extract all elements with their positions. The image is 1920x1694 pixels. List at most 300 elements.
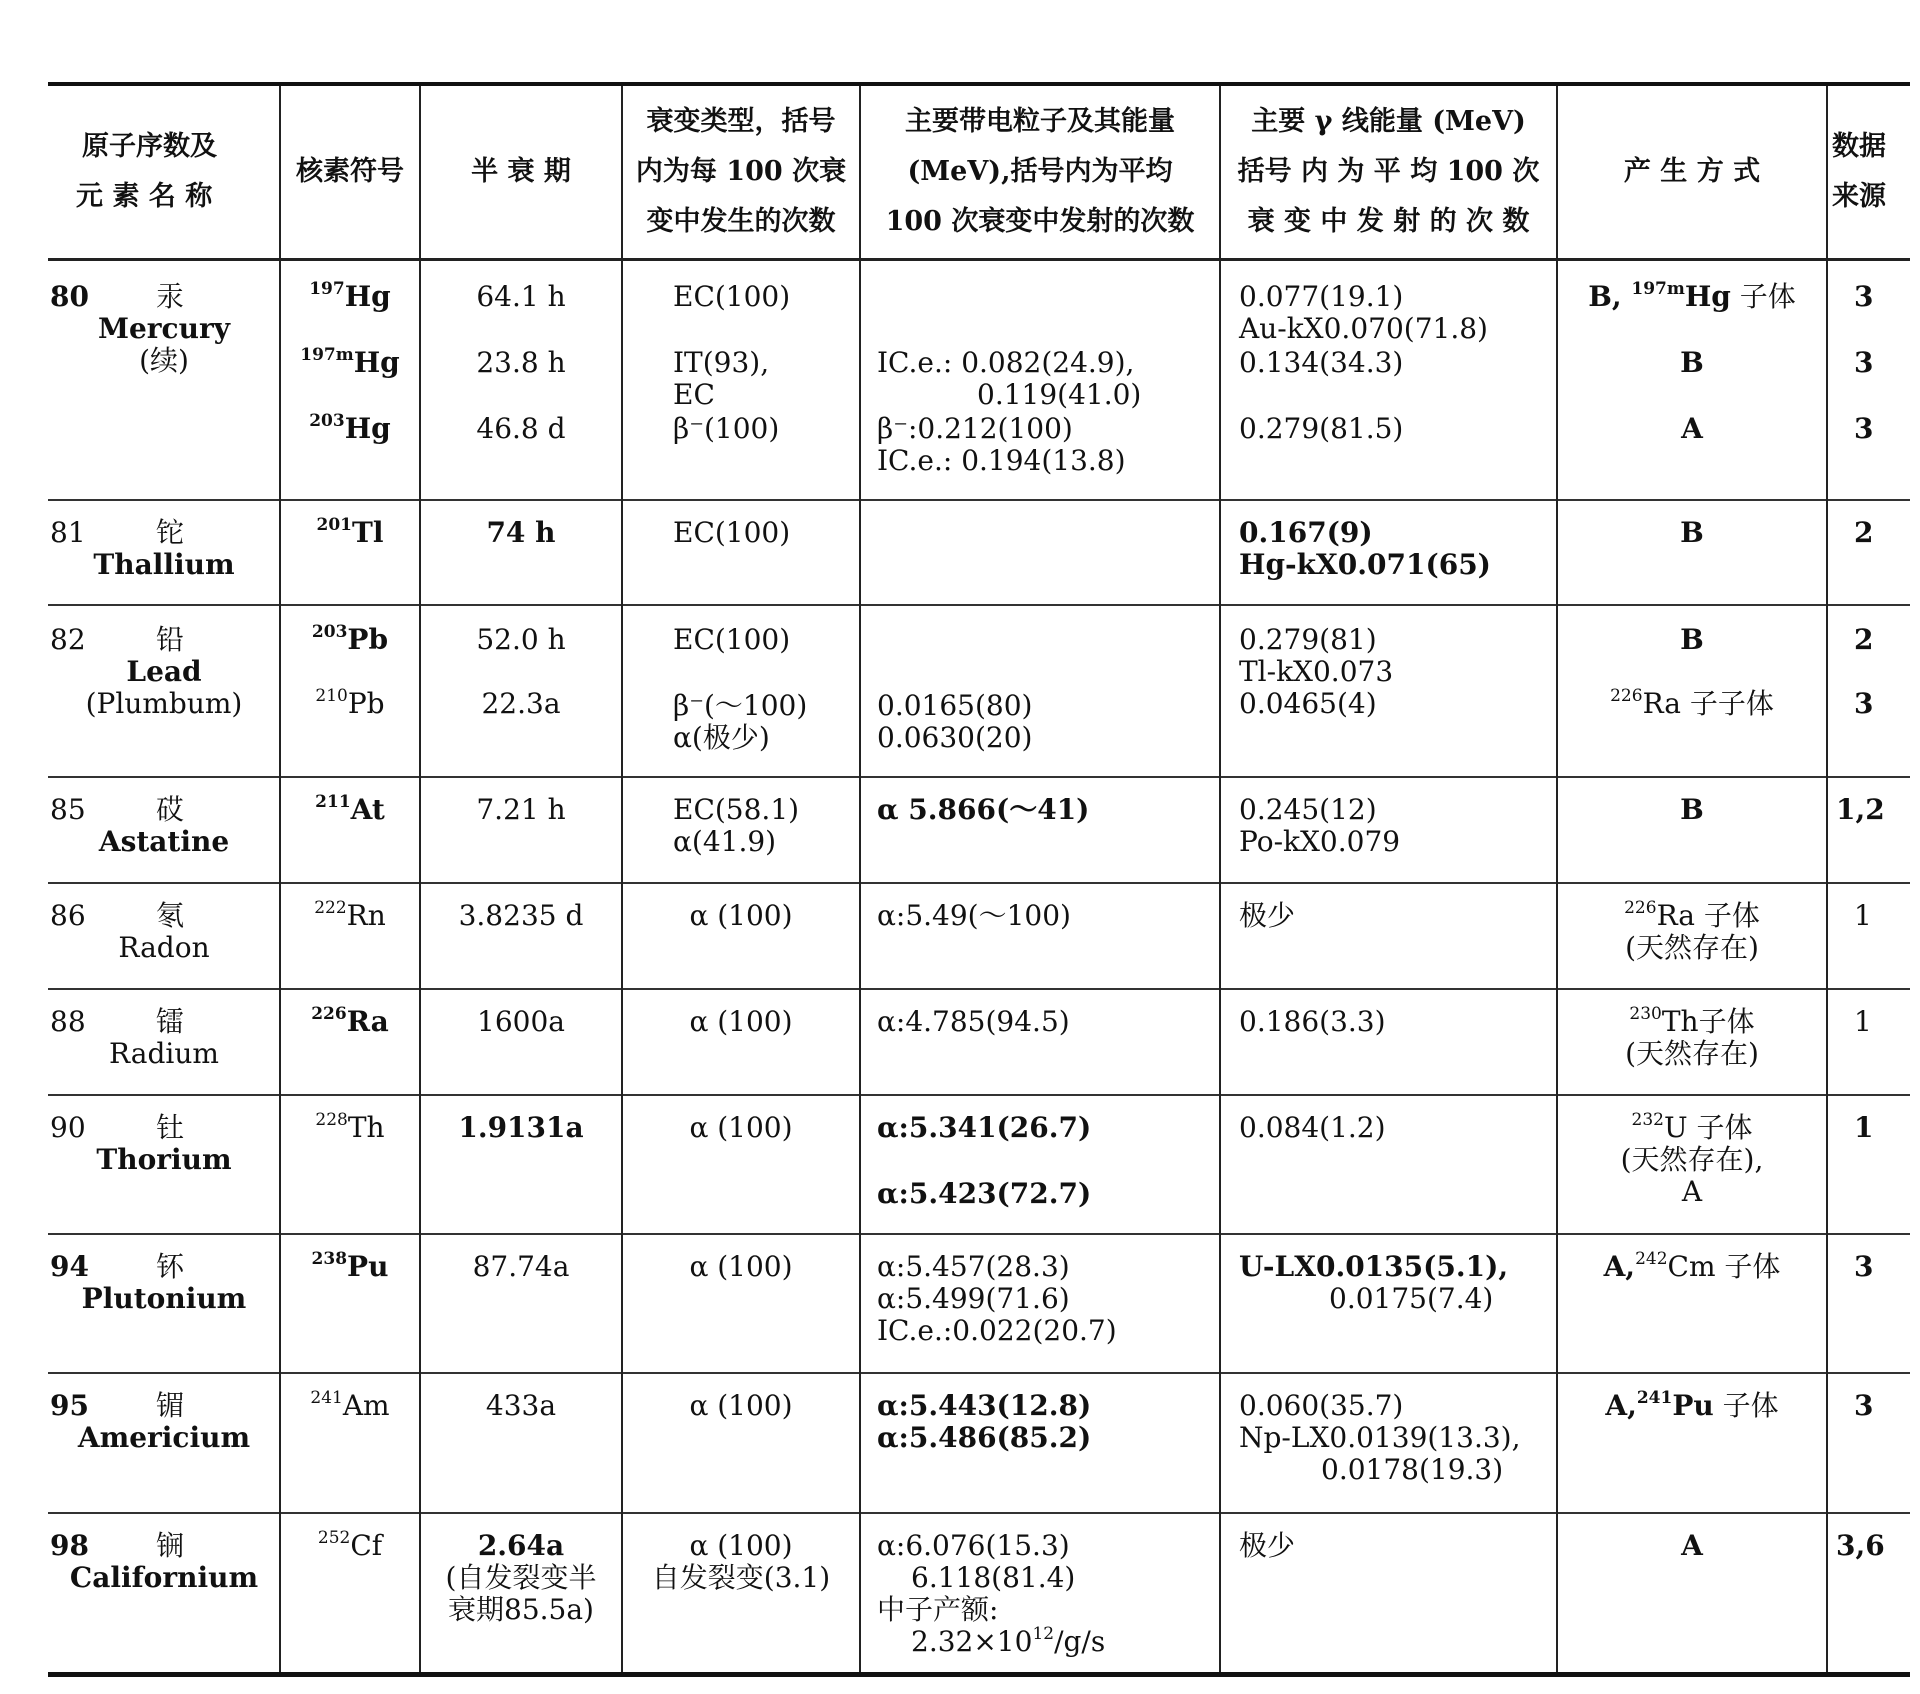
header-element-line2: 元 素 名 称 [76,181,213,212]
production-method [1558,685,1826,720]
symbol-cell [280,1513,420,1675]
production-cell [1557,989,1827,1095]
production-method [1558,897,1826,932]
production-method [1558,1003,1826,1038]
nuclide-symbol [281,413,419,445]
decay-type: IT(93), [673,346,770,379]
production-method: B [1680,792,1704,826]
header-gamma-line2: 括号 内 为 平 均 100 次 [1237,156,1540,187]
decay-type: β⁻(～100) [673,688,808,722]
decay-type: α (100) [689,1528,793,1562]
production-cell [1557,1095,1827,1234]
element-symbol: Pb [347,686,385,720]
source-cell [1827,1095,1910,1234]
neutron-yield-label: 中子产额: [877,1592,999,1626]
element-symbol: Pb [347,622,389,656]
data-source: 1 [1854,1110,1874,1144]
mass-number: 226 [1610,685,1643,706]
symbol-cell [280,1373,420,1513]
table-row-plutonium [48,1234,1910,1373]
decay-type: EC [673,378,715,411]
half-life-cell [420,1513,622,1675]
header-element [48,84,280,260]
production-prefix: A, [1603,1249,1636,1283]
neutron-yield [911,1623,1106,1658]
element-symbol: Hg [344,280,391,313]
element-name-zh: 铊 [156,515,185,549]
element-name-zh: 锎 [156,1528,185,1562]
production-note: (天然存在) [1625,930,1759,964]
decay-cell [622,883,860,989]
decay-type: α(41.9) [673,824,777,858]
header-particles-line3: 100 次衰变中发射的次数 [885,206,1195,237]
symbol-cell [280,777,420,883]
gamma-energy: 0.0175(7.4) [1329,1281,1494,1315]
decay-type: α (100) [689,1110,793,1144]
source-cell [1827,605,1910,777]
table-row-astatine [48,777,1910,883]
half-life-cell [420,605,622,777]
data-source: 3,6 [1836,1528,1885,1562]
element-cell [48,260,280,500]
gamma-energy: Np-LX0.0139(13.3), [1239,1420,1521,1454]
atomic-number: 88 [50,1004,86,1038]
decay-cell [622,989,860,1095]
gamma-cell [1220,1095,1557,1234]
production-method: A [1681,412,1703,445]
half-life-cell [420,989,622,1095]
nuclide-symbol [281,897,419,932]
decay-type: α (100) [689,898,793,932]
element-name-zh: 铅 [156,622,185,656]
element-cell [48,1373,280,1513]
mass-number: 203 [311,621,348,642]
gamma-energy: U-LX0.0135(5.1), [1239,1249,1509,1283]
mass-number: 226 [1624,897,1657,918]
production-suffix: 子体 [1713,1388,1779,1422]
particles-cell [860,1234,1220,1373]
production-suffix: 子体 [1687,1110,1753,1144]
decay-cell [622,1095,860,1234]
half-life-note: (自发裂变半 [445,1560,597,1594]
production-prefix: B, [1588,280,1632,313]
particle-energy: α:5.423(72.7) [877,1176,1092,1210]
atomic-number: 98 [50,1528,89,1562]
table-row-thorium [48,1095,1910,1234]
production-cell [1557,1234,1827,1373]
element-symbol: Ra [346,1004,389,1038]
decay-type: EC(100) [673,622,791,656]
gamma-energy: 0.0178(19.3) [1321,1452,1504,1486]
gamma-cell [1220,260,1557,500]
decay-cell [622,260,860,500]
half-life-note: 衰期85.5a) [448,1592,594,1626]
mass-number: 241 [310,1387,343,1408]
particle-energy: α:6.076(15.3) [877,1528,1070,1562]
particle-energy: IC.e.:0.022(20.7) [877,1313,1117,1347]
element-name-zh: 氡 [156,898,185,932]
element-symbol: Cm [1667,1249,1716,1283]
table-row-mercury [48,260,1910,500]
half-life-cell [420,1234,622,1373]
element-symbol: Cf [350,1528,383,1562]
gamma-cell [1220,1234,1557,1373]
header-source [1827,84,1910,260]
element-cell [48,500,280,605]
header-row [48,84,1910,260]
element-name-zh: 镅 [156,1388,185,1422]
particle-energy: 0.0630(20) [877,720,1033,754]
neutron-yield-exponent: 12 [1032,1623,1055,1644]
decay-type: β⁻(100) [673,412,780,445]
header-decay-line1: 衰变类型，括号 [646,106,836,137]
gamma-energy: 0.060(35.7) [1239,1388,1404,1422]
particle-energy: α:5.486(85.2) [877,1420,1092,1454]
table-row-californium [48,1513,1910,1675]
nuclide-symbol [281,281,419,313]
production-method: A [1681,1528,1703,1562]
data-source: 3 [1854,412,1874,445]
element-name-zh: 镭 [156,1004,185,1038]
mass-number: 197m [300,345,354,365]
particle-energy: α:5.499(71.6) [877,1281,1070,1315]
production-method [1558,281,1826,313]
particle-energy: α:5.457(28.3) [877,1249,1070,1283]
element-cell [48,989,280,1095]
element-symbol: Am [342,1388,390,1422]
source-cell [1827,1234,1910,1373]
header-particles [860,84,1220,260]
particle-energy: IC.e.: 0.082(24.9), [877,346,1135,379]
half-life-cell [420,1095,622,1234]
header-production: 产 生 方 式 [1557,84,1827,260]
element-name-en: Radon [118,930,210,964]
gamma-energy: 0.186(3.3) [1239,1004,1386,1038]
half-life: 7.21 h [476,792,566,826]
gamma-energy: 0.084(1.2) [1239,1110,1386,1144]
particles-cell [860,1373,1220,1513]
atomic-number: 90 [50,1110,86,1144]
half-life: 46.8 d [476,412,566,445]
gamma-energy: 0.279(81) [1239,622,1377,656]
atomic-number: 82 [50,622,86,656]
header-gamma-line3: 衰 变 中 发 射 的 次 数 [1247,206,1530,237]
nuclide-symbol [281,685,419,720]
gamma-energy: Au-kX0.070(71.8) [1239,312,1488,345]
half-life-cell [420,260,622,500]
production-method: B [1680,515,1704,549]
element-symbol: Ra [1642,686,1681,720]
element-symbol: Hg [1684,280,1731,313]
element-name-en: Americium [77,1420,251,1454]
decay-cell [622,777,860,883]
element-name-en: Plutonium [81,1281,247,1315]
decay-cell [622,1234,860,1373]
neutron-yield-unit: /g/s [1054,1624,1106,1658]
production-suffix: 子体 [1698,1004,1755,1038]
element-symbol: Pu [1672,1388,1714,1422]
particles-cell [860,260,1220,500]
mass-number: 210 [315,685,348,706]
particles-cell [860,777,1220,883]
element-name-en: Astatine [98,824,230,858]
mass-number: 197m [1631,279,1685,299]
decay-type: EC(100) [673,515,791,549]
production-suffix: 子体 [1715,1249,1781,1283]
half-life: 74 h [486,515,556,549]
production-cell [1557,883,1827,989]
data-source: 2 [1854,622,1874,656]
data-source: 3 [1854,1388,1874,1422]
nuclide-symbol [281,791,419,826]
gamma-energy: 0.279(81.5) [1239,412,1404,445]
mass-number: 242 [1635,1248,1668,1269]
element-name-en: Californium [69,1560,259,1594]
gamma-energy: 极少 [1239,1528,1296,1562]
symbol-cell [280,605,420,777]
particle-energy: IC.e.: 0.194(13.8) [877,444,1126,477]
decay-cell [622,605,860,777]
element-cell [48,883,280,989]
symbol-cell [280,883,420,989]
particle-energy: α:5.443(12.8) [877,1388,1092,1422]
particles-cell [860,989,1220,1095]
half-life-cell [420,777,622,883]
particle-energy: β⁻:0.212(100) [877,412,1073,445]
mass-number: 203 [309,411,345,431]
production-prefix: A, [1605,1388,1637,1422]
decay-type: EC(100) [673,280,791,313]
data-source: 1 [1854,898,1872,932]
decay-type: α (100) [689,1249,793,1283]
decay-cell [622,1513,860,1675]
header-particles-line2: (MeV),括号内为平均 [907,156,1173,187]
half-life: 23.8 h [476,346,566,379]
production-method: B [1680,346,1704,379]
header-decay-line3: 变中发生的次数 [646,206,836,237]
gamma-cell [1220,1373,1557,1513]
half-life-cell [420,500,622,605]
production-cell [1557,500,1827,605]
mass-number: 211 [315,791,351,812]
mass-number: 201 [316,514,352,535]
source-cell [1827,989,1910,1095]
header-gamma [1220,84,1557,260]
table-row-radium [48,989,1910,1095]
element-name-en: Radium [109,1036,219,1070]
gamma-cell [1220,989,1557,1095]
mass-number: 241 [1636,1387,1673,1408]
half-life: 22.3a [481,686,561,720]
element-symbol: Hg [353,346,400,379]
half-life: 1600a [477,1004,565,1038]
table-row-lead [48,605,1910,777]
symbol-cell [280,989,420,1095]
production-method [1558,1248,1826,1283]
element-name-alt: (Plumbum) [85,686,243,720]
particle-energy: 0.119(41.0) [977,378,1142,411]
gamma-energy: 极少 [1239,898,1296,932]
gamma-cell [1220,777,1557,883]
symbol-cell [280,1234,420,1373]
particle-energy: α 5.866(～41) [877,792,1090,826]
atomic-number: 95 [50,1388,89,1422]
gamma-energy: 0.0465(4) [1239,686,1377,720]
half-life: 2.64a [477,1528,565,1562]
half-life: 1.9131a [458,1110,584,1144]
particle-energy: α:5.49(～100) [877,898,1071,932]
data-source: 3 [1854,1249,1874,1283]
data-source: 1 [1854,1004,1872,1038]
element-cell [48,777,280,883]
header-decay [622,84,860,260]
atomic-number: 86 [50,898,86,932]
particles-cell [860,500,1220,605]
source-cell [1827,777,1910,883]
mass-number: 222 [314,897,347,918]
source-cell [1827,500,1910,605]
nuclide-symbol [281,1387,419,1422]
element-name-en: Mercury [98,312,230,345]
half-life: 52.0 h [476,622,566,656]
production-method: B [1680,622,1704,656]
half-life: 64.1 h [476,280,566,313]
element-cell [48,605,280,777]
symbol-cell [280,1095,420,1234]
element-symbol: U [1663,1110,1688,1144]
production-suffix: 子体 [1730,280,1796,313]
gamma-energy: 0.134(34.3) [1239,346,1404,379]
half-life: 87.74a [472,1249,570,1283]
element-note: (续) [139,344,189,377]
half-life: 433a [485,1388,557,1422]
element-symbol: Hg [344,412,391,445]
half-life-cell [420,883,622,989]
nuclide-symbol [281,621,419,656]
production-note: (天然存在) [1625,1036,1759,1070]
header-source-line2: 来源 [1832,181,1886,212]
gamma-energy: Tl-kX0.073 [1239,654,1394,688]
production-suffix: 子子体 [1680,686,1774,720]
particle-energy: α:5.341(26.7) [877,1110,1092,1144]
header-decay-line2: 内为每 100 次衰 [635,156,847,187]
particle-energy: 0.0165(80) [877,688,1033,722]
gamma-energy: 0.167(9) [1239,515,1373,549]
mass-number: 226 [311,1003,347,1024]
source-cell [1827,1513,1910,1675]
atomic-number: 94 [50,1249,89,1283]
element-symbol: Ra [1656,898,1695,932]
nuclide-symbol [281,1248,419,1283]
production-note: (天然存在), [1620,1142,1764,1176]
neutron-yield-base: 2.32×10 [911,1624,1033,1658]
particles-cell [860,605,1220,777]
mass-number: 197 [309,279,345,299]
gamma-cell [1220,883,1557,989]
nuclide-data-table [48,82,1910,1677]
gamma-energy: Po-kX0.079 [1239,824,1401,858]
particle-energy: 6.118(81.4) [911,1560,1076,1594]
header-particles-line1: 主要带电粒子及其能量 [905,106,1175,137]
header-gamma-line1: 主要 γ 线能量 (MeV) [1251,106,1526,137]
data-source: 3 [1854,346,1874,379]
element-symbol: Pu [347,1249,389,1283]
symbol-cell [280,260,420,500]
production-cell [1557,1513,1827,1675]
production-note: A [1681,1174,1703,1208]
decay-type: 自发裂变(3.1) [651,1560,831,1594]
table-row-thallium [48,500,1910,605]
atomic-number: 80 [50,280,89,313]
element-name-en: Thorium [96,1142,232,1176]
production-suffix: 子体 [1694,898,1760,932]
data-source: 3 [1854,280,1874,313]
particles-cell [860,1513,1220,1675]
gamma-energy: 0.245(12) [1239,792,1377,826]
gamma-energy: 0.077(19.1) [1239,280,1404,313]
particle-energy: α:4.785(94.5) [877,1004,1070,1038]
source-cell [1827,883,1910,989]
table-row-americium [48,1373,1910,1513]
decay-type: α(极少) [673,720,770,754]
element-name-zh: 汞 [156,280,185,313]
half-life: 3.8235 d [458,898,584,932]
production-method [1558,1387,1826,1422]
element-cell [48,1513,280,1675]
nuclide-symbol [281,1003,419,1038]
nuclide-symbol [281,514,419,549]
atomic-number: 85 [50,792,86,826]
data-source: 2 [1854,515,1874,549]
header-symbol: 核素符号 [280,84,420,260]
decay-type: α (100) [689,1388,793,1422]
symbol-cell [280,500,420,605]
decay-cell [622,1373,860,1513]
half-life-cell [420,1373,622,1513]
production-cell [1557,260,1827,500]
mass-number: 232 [1631,1109,1664,1130]
element-symbol: Th [1661,1004,1699,1038]
production-cell [1557,1373,1827,1513]
element-symbol: Th [347,1110,385,1144]
gamma-cell [1220,605,1557,777]
production-method [1558,1109,1826,1144]
header-source-line1: 数据 [1832,131,1886,162]
element-name-zh: 钍 [156,1110,185,1144]
nuclide-symbol [281,347,419,379]
production-cell [1557,777,1827,883]
decay-type: α (100) [689,1004,793,1038]
decay-cell [622,500,860,605]
source-cell [1827,260,1910,500]
mass-number: 228 [315,1109,348,1130]
mass-number: 230 [1629,1003,1662,1024]
header-half-life: 半 衰 期 [420,84,622,260]
header-element-line1: 原子序数及 [82,131,217,162]
element-symbol: Tl [352,515,384,549]
particles-cell [860,1095,1220,1234]
element-symbol: At [350,792,385,826]
data-source: 3 [1854,686,1874,720]
element-name-en: Thallium [93,547,235,581]
mass-number: 252 [317,1527,351,1548]
gamma-cell [1220,500,1557,605]
mass-number: 238 [311,1248,348,1269]
particles-cell [860,883,1220,989]
element-name-zh: 砹 [156,792,185,826]
decay-type: EC(58.1) [673,792,800,826]
source-cell [1827,1373,1910,1513]
